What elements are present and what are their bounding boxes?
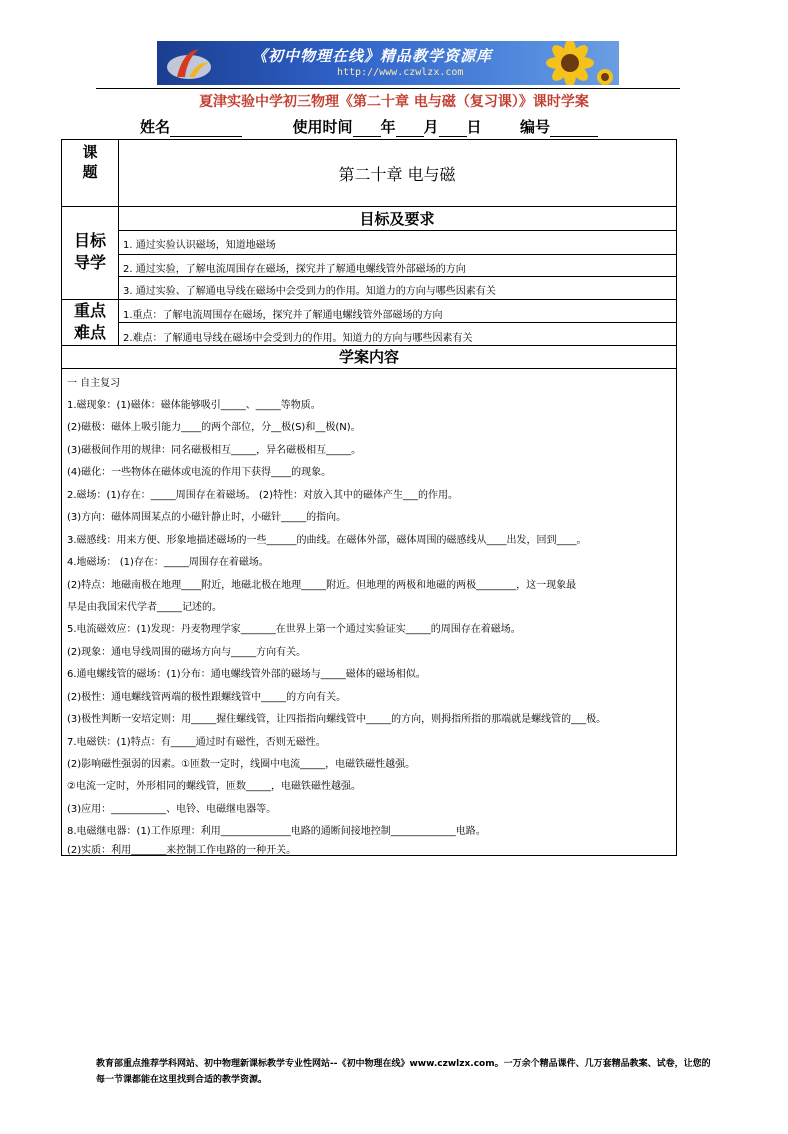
content-line: (2)影响磁性强弱的因素。①匝数一定时，线圈中电流_____，电磁铁磁性越强。 [67,759,416,770]
content-line: (3)应用：___________、电铃、电磁继电器等。 [67,804,277,815]
goals-header: 目标及要求 [359,210,435,228]
content-line: (3)磁极间作用的规律：同名磁极相互_____，异名磁极相互_____。 [67,445,362,456]
table-divider [118,254,676,255]
content-line: (2)磁极：磁体上吸引能力____的两个部位，分__极(S)和__极(N)。 [67,422,361,433]
content-line: 6.通电螺线管的磁场：(1)分布：通电螺线管外部的磁场与_____磁体的磁场相似。 [67,669,426,680]
number-blank [550,122,598,137]
content-line: 一 自主复习 [67,378,121,389]
page-footer: 教育部重点推荐学科网站、初中物理新课标教学专业性网站--《初中物理在线》www.czwlzx.com。一万余个精品课件、几万套精品教案、试卷，让您的每一节课都能在这里找到合适的教学资源。 [96,1059,711,1085]
table-divider [62,299,676,300]
month-label: 月 [423,118,439,136]
name-blank [170,122,242,137]
content-line: (4)磁化：一些物体在磁体或电流的作用下获得____的现象。 [67,467,332,478]
content-line: 5.电流磁效应：(1)发现：丹麦物理学家_______在世界上第一个通过实验证实_____的周围存在着磁场。 [67,624,521,635]
content-line: ②电流一定时，外形相同的螺线管，匝数_____，电磁铁磁性越强。 [67,781,361,792]
time-label: 使用时间 [292,118,353,136]
document-title: 夏津实验中学初三物理《第二十章 电与磁（复习课）》课时学案 [199,94,589,110]
content-header: 学案内容 [338,348,399,366]
month-blank [396,122,424,137]
key-point-item: 1.重点：了解电流周围存在磁场，探究并了解通电螺线管外部磁场的方向 [123,310,443,321]
content-line: (3)方向：磁体周围某点的小磁针静止时，小磁针_____的指向。 [67,512,347,523]
header-banner [157,41,619,85]
goal-item: 3. 通过实验、了解通电导线在磁场中会受到力的作用。知道力的方向与哪些因素有关 [123,286,496,297]
lesson-table [61,139,677,856]
content-line: (2)特点：地磁南极在地理____附近，地磁北极在地理_____附近。但地理的两极和地磁的两极________，这一现象最 [67,580,577,591]
student-info-line [140,116,598,137]
content-line: 4.地磁场： (1)存在：_____周围存在着磁场。 [67,557,269,568]
content-line: 7.电磁铁：(1)特点：有_____通过时有磁性，否则无磁性。 [67,737,326,748]
key-point-item: 2.难点：了解通电导线在磁场中会受到力的作用。知道力的方向与哪些因素有关 [123,333,473,344]
content-line: 1.磁现象：(1)磁体：磁体能够吸引_____、_____等物质。 [67,400,321,411]
header-rule [96,88,680,89]
site-logo-icon [159,43,217,83]
lesson-label: 课 题 [82,143,98,181]
key-points-label: 重点 难点 [73,301,106,342]
sunflower-icon [525,41,615,85]
table-divider [118,322,676,323]
table-divider [118,276,676,277]
banner-url[interactable]: http://www.czwlzx.com [337,67,464,78]
content-line: 2.磁场：(1)存在：_____周围存在着磁场。 (2)特性：对放入其中的磁体产生___的作用。 [67,490,459,501]
day-label: 日 [466,118,482,136]
lesson-title: 第二十章 电与磁 [338,165,456,184]
goals-label: 目标 导学 [73,231,106,272]
content-line: 8.电磁继电器：(1)工作原理：利用______________电路的通断间接地控制_____________电路。 [67,826,486,837]
goal-item: 1. 通过实验认识磁场，知道地磁场 [123,240,276,251]
table-divider [62,206,676,207]
content-line: (3)极性判断一安培定则：用_____握住螺线管，让四指指向螺线管中_____的方向，则拇指所指的那端就是螺线管的___极。 [67,714,607,725]
year-label: 年 [380,118,396,136]
content-line: (2)极性：通电螺线管两端的极性跟螺线管中_____的方向有关。 [67,692,347,703]
number-label: 编号 [520,118,551,136]
name-label: 姓名 [140,118,171,136]
goal-item: 2. 通过实验，了解电流周围存在磁场，探究并了解通电螺线管外部磁场的方向 [123,264,466,275]
content-line: 早是由我国宋代学者_____记述的。 [67,602,222,613]
content-line: (2)现象：通电导线周围的磁场方向与_____方向有关。 [67,647,307,658]
table-divider [62,368,676,369]
content-line: (2)实质：利用_______来控制工作电路的一种开关。 [67,845,297,856]
banner-title: 《初中物理在线》精品教学资源库 [252,47,493,65]
year-blank [353,122,381,137]
day-blank [439,122,467,137]
table-divider [118,230,676,231]
content-line: 3.磁感线：用来方便、形象地描述磁场的一些______的曲线。在磁体外部，磁体周围的磁感线从____出发，回到____。 [67,535,587,546]
